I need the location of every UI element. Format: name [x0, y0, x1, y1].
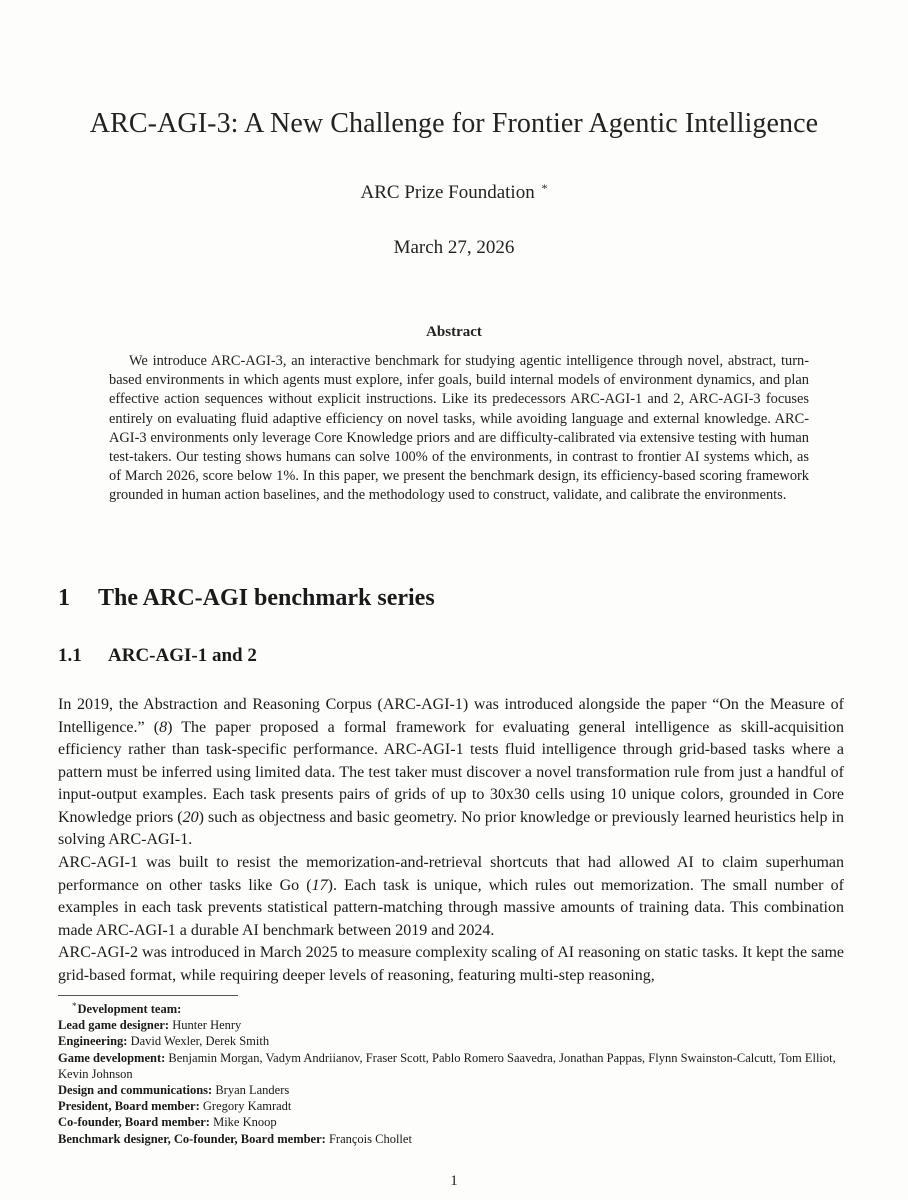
citation-8[interactable]: 8	[159, 718, 168, 736]
footnote-mark: *	[72, 1001, 77, 1011]
paragraph-3: ARC-AGI-2 was introduced in March 2025 to measure complexity scaling of AI reasoning on static tasks. It kept the same grid-based format, while requiring deeper levels of reasoning, featuring multi-step reasoning,	[58, 944, 844, 984]
footnote-role: Game development:	[58, 1050, 166, 1065]
footnote-entry	[58, 1114, 858, 1130]
section-title: The ARC-AGI benchmark series	[98, 585, 435, 611]
subsection-heading	[58, 645, 257, 667]
footnote-role: Lead game designer:	[58, 1018, 170, 1033]
footnote-names: David Wexler, Derek Smith	[130, 1034, 270, 1049]
paragraph-2-text-b: ). Each task is unique, which rules out memorization. The small number of examples in each task prevents statistical pattern-matching through massive amounts of training data. This combination made ARC-AGI-1 a durable AI benchmark between 2019 and 2024.	[58, 876, 844, 939]
footnote-role: President, Board member:	[58, 1099, 200, 1114]
author-footnote-mark: *	[541, 181, 548, 195]
paper-date: March 27, 2026	[393, 237, 515, 258]
citation-20[interactable]: 20	[182, 808, 199, 826]
paragraph-1-text-a: In 2019, the Abstraction and Reasoning Corpus (ARC-AGI-1) was introduced alongside the paper “On the Measure of Intelligence.” (	[58, 696, 844, 736]
footnote-divider	[58, 995, 238, 996]
author-line	[0, 181, 908, 204]
footnote-names: Benjamin Morgan, Vadym Andriianov, Fraser Scott, Pablo Romero Saavedra, Jonathan Pappas, Flynn Swainston-Calcutt, Tom Elliot, Kevin Johnson	[58, 1050, 836, 1081]
footnote-entry	[58, 1131, 858, 1147]
footnote-entry	[58, 1017, 858, 1033]
footnote-role: Design and communications:	[58, 1083, 213, 1098]
footnote-heading-text: Development team:	[77, 1002, 182, 1016]
footnote-names: François Chollet	[328, 1131, 412, 1146]
subsection-title: ARC-AGI-1 and 2	[108, 645, 257, 666]
paragraph-2-text-a: ARC-AGI-1 was built to resist the memorization-and-retrieval shortcuts that had allowed AI to claim superhuman performance on other tasks like Go (	[58, 854, 844, 894]
footnote-names: Mike Knoop	[213, 1115, 277, 1130]
author-name: ARC Prize Foundation	[360, 182, 535, 203]
abstract-heading: Abstract	[426, 324, 482, 340]
footnote-role: Benchmark designer, Co-founder, Board member:	[58, 1131, 326, 1146]
paragraph-1-text-c: ) such as objectness and basic geometry. No prior knowledge or previously learned heuristics help in solving ARC-AGI-1.	[58, 808, 844, 848]
paragraph-2	[58, 852, 844, 942]
footnote-names: Gregory Kamradt	[202, 1099, 292, 1114]
paragraph-1-text-b: ) The paper proposed a formal framework for evaluating general intelligence as skill-acquisition efficiency rather than task-specific performance. ARC-AGI-1 tests fluid intelligence through grid-based tasks where a pattern must be inferred using limited data. The test taker must discover a novel transformation rule from just a handful of input-output examples. Each task presents pairs of grids of up to 30x30 cells using 10 unique colors, grounded in Core Knowledge priors (	[58, 718, 844, 826]
footnote-entry	[58, 1050, 858, 1082]
footnote-entry	[58, 1098, 858, 1114]
footnote-names: Hunter Henry	[172, 1018, 242, 1033]
footnote-block	[58, 998, 858, 1147]
footnote-names: Bryan Landers	[215, 1083, 290, 1098]
footnote-entry	[58, 1033, 858, 1049]
footnote-role: Co-founder, Board member:	[58, 1115, 210, 1130]
paragraph-1	[58, 694, 844, 852]
section-heading	[58, 585, 435, 612]
section-number: 1	[58, 585, 70, 611]
abstract-text: We introduce ARC-AGI-3, an interactive benchmark for studying agentic intelligence through novel, abstract, turn-based environments in which agents must explore, infer goals, build internal models of environment dynamics, and plan effective action sequences without explicit instructions. Like its predecessors ARC-AGI-1 and 2, ARC-AGI-3 focuses entirely on evaluating fluid adaptive efficiency on novel tasks, while avoiding language and external knowledge. ARC-AGI-3 environments only leverage Core Knowledge priors and are difficulty-calibrated via extensive testing with human test-takers. Our testing shows humans can solve 100% of the environments, in contrast to frontier AI systems which, as of March 2026, score below 1%. In this paper, we present the benchmark design, its efficiency-based scoring framework grounded in human action baselines, and the methodology used to construct, validate, and calibrate the environments.	[109, 353, 809, 504]
footnote-heading	[58, 998, 858, 1017]
subsection-number: 1.1	[58, 645, 82, 666]
footnote-role: Engineering:	[58, 1034, 128, 1049]
citation-17[interactable]: 17	[311, 876, 328, 894]
paper-title: ARC-AGI-3: A New Challenge for Frontier Agentic Intelligence	[89, 108, 819, 139]
page-number: 1	[450, 1173, 458, 1189]
footnote-entry	[58, 1082, 858, 1098]
